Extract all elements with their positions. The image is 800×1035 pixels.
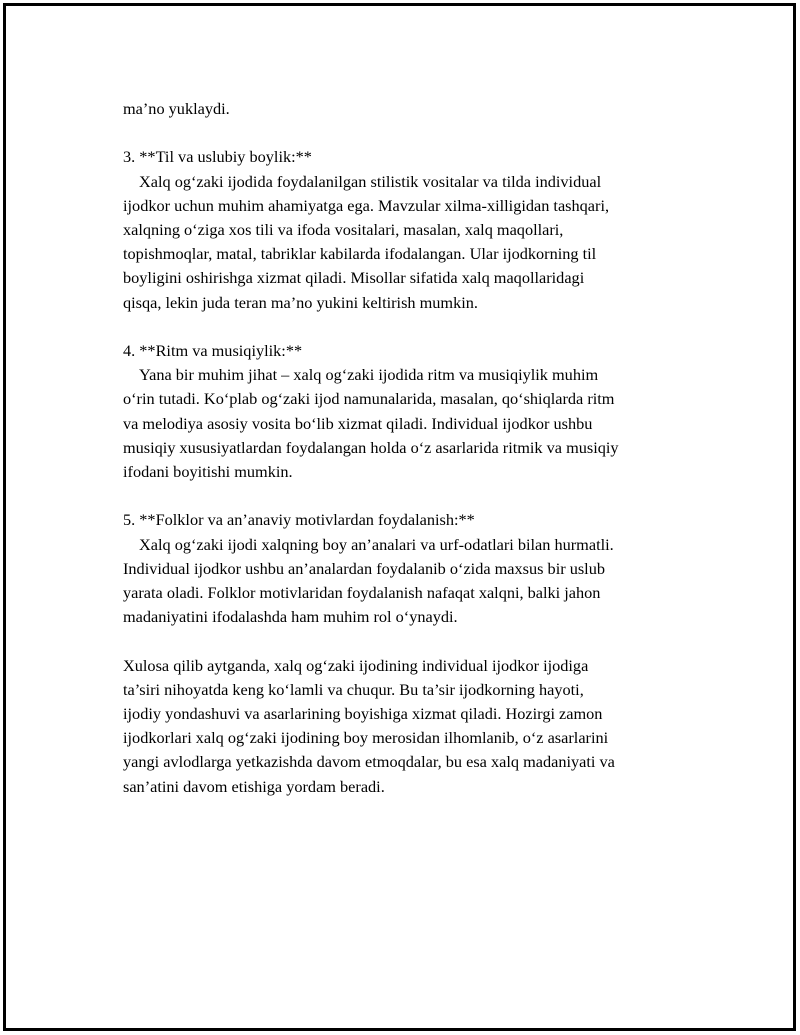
text-line: ijodkor uchun muhim ahamiyatga ega. Mavzular xilma-xilligidan tashqari, <box>123 195 610 215</box>
section-3 <box>123 145 703 314</box>
section-heading: 3. **Til va uslubiy boylik:** <box>123 147 312 167</box>
paragraph-gap <box>123 629 703 653</box>
section-heading: 5. **Folklor va an’anaviy motivlardan foydalanish:** <box>123 510 475 530</box>
text-line: boyligini oshirishga xizmat qiladi. Misollar sifatida xalq maqollaridagi <box>123 268 585 288</box>
section-heading: 4. **Ritm va musiqiylik:** <box>123 341 303 360</box>
text-line: ta’siri nihoyatda keng ko‘lamli va chuqur. Bu ta’sir ijodkorning hayoti, <box>123 679 584 699</box>
text-line: ma’no yuklaydi. <box>123 99 230 118</box>
text-line: Xalq og‘zaki ijodida foydalanilgan stilistik vositalar va tilda individual <box>139 171 602 191</box>
text-line: madaniyatini ifodalashda ham muhim rol o‘ynaydi. <box>123 607 458 627</box>
page-frame <box>3 3 796 1031</box>
text-line: topishmoqlar, matal, tabriklar kabilarda ifodalangan. Ular ijodkorning til <box>123 244 597 264</box>
text-line: yangi avlodlarga yetkazishda davom etmoqdalar, bu esa xalq madaniyati va <box>123 752 615 772</box>
text-line: ifodani boyitishi mumkin. <box>123 462 293 482</box>
text-line: ijodkorlari xalq og‘zaki ijodining boy merosidan ilhomlanib, o‘z asarlarini <box>123 728 609 748</box>
paragraph-gap <box>123 121 703 145</box>
text-line: san’atini davom etishiga yordam beradi. <box>123 776 385 796</box>
text-line: qisqa, lekin juda teran ma’no yukini keltirish mumkin. <box>123 292 478 312</box>
section-5 <box>123 508 703 629</box>
text-line: Individual ijodkor ushbu an’analardan foydalanib o‘zida maxsus bir uslub <box>123 558 605 578</box>
text-line: Xalq og‘zaki ijodi xalqning boy an’analari va urf-odatlari bilan hurmatli. <box>139 534 614 554</box>
text-line: yarata oladi. Folklor motivlaridan foydalanish nafaqat xalqni, balki jahon <box>123 583 601 603</box>
section-4 <box>123 339 703 484</box>
text-line: xalqning o‘ziga xos tili va ifoda vositalari, masalan, xalq maqollari, <box>123 220 564 239</box>
paragraph-gap <box>123 484 703 508</box>
text-line: ijodiy yondashuvi va asarlarining boyishiga xizmat qiladi. Hozirgi zamon <box>123 704 603 724</box>
text-line: musiqiy xususiyatlardan foydalangan holda o‘z asarlarida ritmik va musiqiy <box>123 437 619 457</box>
paragraph-conclusion <box>123 654 703 799</box>
text-line: Xulosa qilib aytganda, xalq og‘zaki ijodining individual ijodkor ijodiga <box>123 655 589 675</box>
paragraph-intro-end <box>123 97 703 121</box>
document-body <box>123 97 703 799</box>
paragraph-gap <box>123 315 703 339</box>
text-line: Yana bir muhim jihat – xalq og‘zaki ijodida ritm va musiqiylik muhim <box>139 365 599 385</box>
text-line: o‘rin tutadi. Ko‘plab og‘zaki ijod namunalarida, masalan, qo‘shiqlarda ritm <box>123 389 615 409</box>
text-line: va melodiya asosiy vosita bo‘lib xizmat qiladi. Individual ijodkor ushbu <box>123 413 593 433</box>
